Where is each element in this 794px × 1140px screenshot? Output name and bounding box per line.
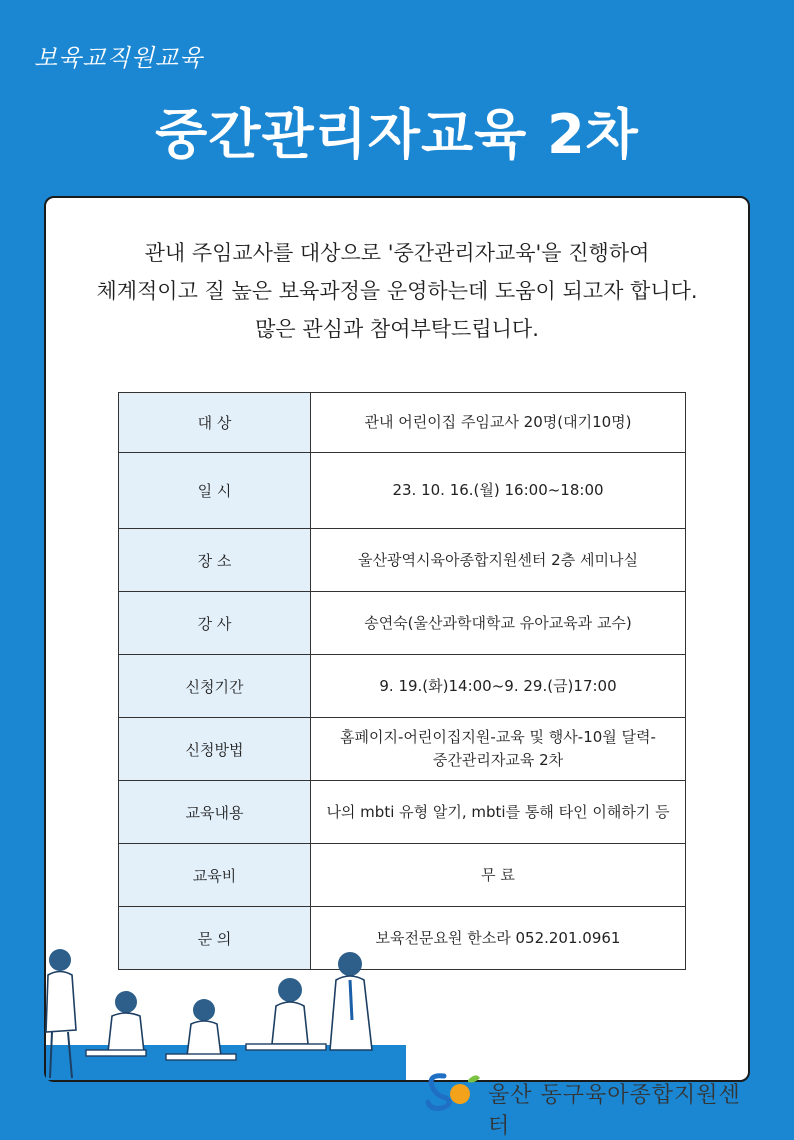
table-row (119, 718, 686, 781)
intro-line: 관내 주임교사를 대상으로 '중간관리자교육'을 진행하여 (144, 241, 650, 265)
org-name: 울산 동구육아종합지원센터 (488, 1083, 741, 1139)
table-row (119, 529, 686, 592)
page-title: 중간관리자교육 2차 (155, 103, 639, 166)
table-row (119, 453, 686, 529)
row-value-datetime: 23. 10. 16.(월) 16:00~18:00 (311, 453, 686, 529)
table-row (119, 781, 686, 844)
content-card (44, 196, 750, 1139)
row-value-location: 울산광역시육아종합지원센터 2층 세미나실 (311, 529, 686, 592)
row-label-apply-method: 신청방법 (119, 718, 311, 781)
org-logo-icon (424, 1070, 484, 1110)
apply-method-line1: 홈페이지-어린이집지원-교육 및 행사-10월 달력- (340, 728, 656, 746)
row-value-apply-method (311, 718, 686, 781)
row-label-instructor: 강 사 (119, 592, 311, 655)
people-working-illustration (46, 940, 406, 1080)
row-value-apply-period: 9. 19.(화)14:00~9. 29.(금)17:00 (311, 655, 686, 718)
table-row (119, 592, 686, 655)
intro-line: 체계적이고 질 높은 보육과정을 운영하는데 도움이 되고자 합니다. (96, 279, 698, 303)
table-row (119, 655, 686, 718)
intro-text (46, 234, 748, 348)
row-value-fee: 무 료 (311, 844, 686, 907)
row-value-target: 관내 어린이집 주임교사 20명(대기10명) (311, 393, 686, 453)
row-label-fee: 교육비 (119, 844, 311, 907)
row-label-contact: 문 의 (119, 907, 311, 970)
row-label-datetime: 일 시 (119, 453, 311, 529)
row-value-instructor: 송연숙(울산과학대학교 유아교육과 교수) (311, 592, 686, 655)
apply-method-line2: 중간관리자교육 2차 (432, 751, 564, 769)
info-table (118, 392, 686, 970)
row-label-apply-period: 신청기간 (119, 655, 311, 718)
page-subtitle: 보육교직원교육 (34, 44, 204, 72)
row-value-content: 나의 mbti 유형 알기, mbti를 통해 타인 이해하기 등 (311, 781, 686, 844)
table-row (119, 844, 686, 907)
row-label-target: 대 상 (119, 393, 311, 453)
intro-line: 많은 관심과 참여부탁드립니다. (255, 317, 539, 341)
row-label-content: 교육내용 (119, 781, 311, 844)
table-row (119, 393, 686, 453)
footer (46, 940, 748, 1139)
row-label-location: 장 소 (119, 529, 311, 592)
row-value-contact: 보육전문요원 한소라 052.201.0961 (311, 907, 686, 970)
